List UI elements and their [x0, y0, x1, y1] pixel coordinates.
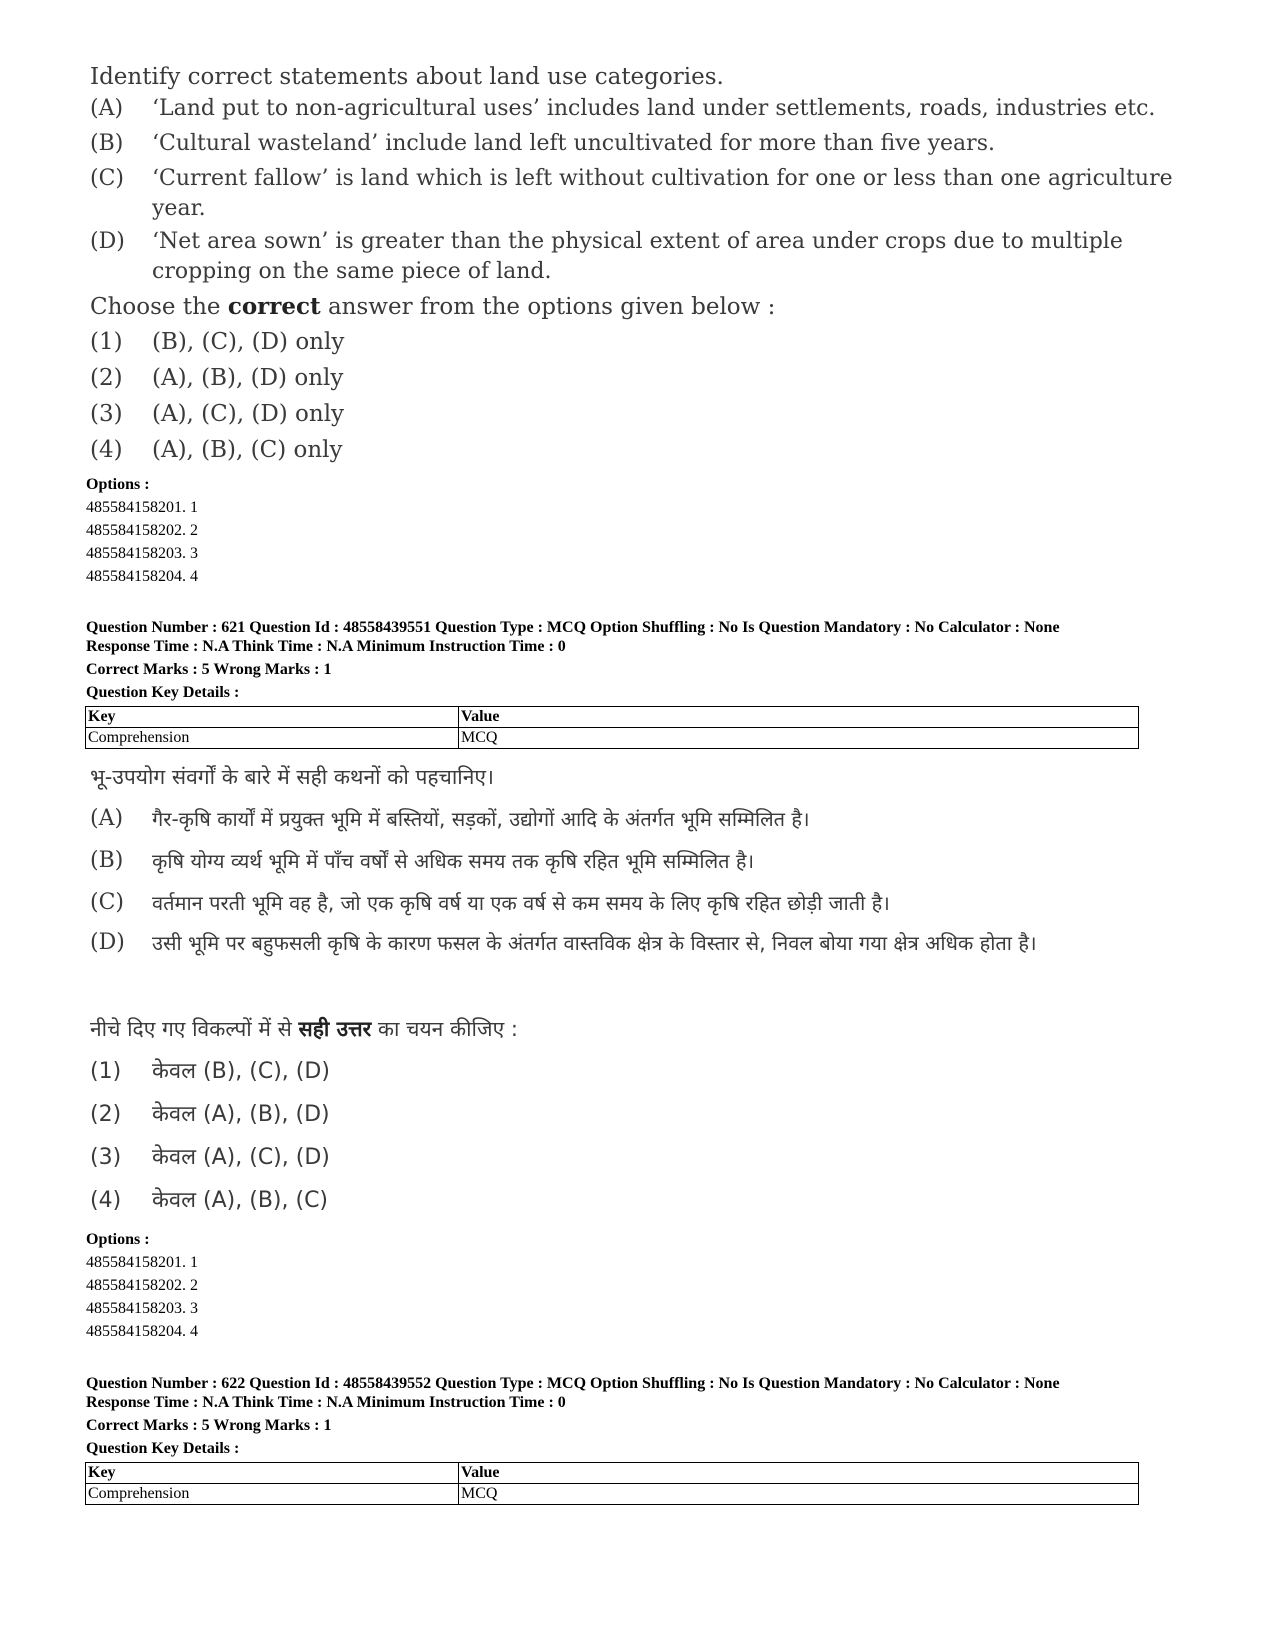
option-id: 485584158203. 3: [86, 545, 198, 562]
question-meta-line: Question Number : 621 Question Id : 48558439551 Question Type : MCQ Option Shuffling : No Is Question Mandatory : No Calculator : None: [86, 619, 1060, 636]
answer-option-4: (4) (A), (B), (C) only: [90, 437, 343, 463]
statement-a: [90, 798, 1200, 840]
table-row: [86, 728, 1139, 749]
choose-instruction: नीचे दिए गए विकल्पों में से सही उत्तर का चयन कीजिए :: [90, 1017, 518, 1041]
answer-option-1: (1) केवल (B), (C), (D): [90, 1059, 330, 1084]
table-header-cell: Key: [86, 1463, 459, 1484]
statement-label: (A): [90, 96, 124, 121]
answer-option-3: (3) (A), (C), (D) only: [90, 401, 345, 427]
answer-option-1: (1) (B), (C), (D) only: [90, 329, 345, 355]
question-621-meta: [86, 618, 1060, 702]
statement-text: ‘Net area sown’ is greater than the physical extent of area under crops due to multiple cropping on the same piece of land.: [152, 229, 1123, 284]
answer-option-2: (2) केवल (A), (B), (D): [90, 1102, 330, 1127]
table-header-cell: Key: [86, 707, 459, 728]
statement-label: (D): [90, 930, 125, 955]
statement-label: (C): [90, 166, 124, 191]
question-622-meta: [86, 1374, 1060, 1458]
table-cell: MCQ: [459, 728, 1139, 749]
statement-text: ‘Cultural wasteland’ include land left uncultivated for more than five years.: [152, 131, 995, 156]
statement-text: गैर-कृषि कार्यों में प्रयुक्त भूमि में बस्तियों, सड़कों, उद्योगों आदि के अंतर्गत भूमि सम्मिलित है।: [152, 807, 810, 831]
key-details-title: Question Key Details :: [86, 1440, 240, 1457]
statement-a: [90, 94, 1200, 129]
statement-label: (B): [90, 131, 124, 156]
options-title: Options :: [86, 476, 150, 493]
key-details-table-622: [85, 1462, 1139, 1505]
answer-option-3: (3) केवल (A), (C), (D): [90, 1145, 330, 1170]
question-meta-line: Response Time : N.A Think Time : N.A Minimum Instruction Time : 0: [86, 638, 566, 655]
question-meta-line: Response Time : N.A Think Time : N.A Minimum Instruction Time : 0: [86, 1394, 566, 1411]
statement-label: (D): [90, 229, 125, 254]
option-id: 485584158202. 2: [86, 1277, 198, 1294]
statement-text: वर्तमान परती भूमि वह है, जो एक कृषि वर्ष या एक वर्ष से कम समय के लिए कृषि रहित छोड़ी जाती है।: [152, 891, 890, 915]
table-header-cell: Value: [459, 1463, 1139, 1484]
question-621-image: [90, 756, 1200, 1222]
question-620-image: [90, 60, 1200, 468]
options-list-620: [86, 473, 198, 588]
question-stem: भू-उपयोग संवर्गों के बारे में सही कथनों को पहचानिए।: [90, 765, 494, 789]
table-row: [86, 1484, 1139, 1505]
table-header-row: [86, 1463, 1139, 1484]
statement-text: ‘Current fallow’ is land which is left without cultivation for one or less than one agriculture year.: [152, 166, 1173, 221]
statement-d: [90, 924, 1200, 1008]
table-header-cell: Value: [459, 707, 1139, 728]
statement-text: कृषि योग्य व्यर्थ भूमि में पाँच वर्षों से अधिक समय तक कृषि रहित भूमि सम्मिलित है।: [152, 849, 755, 873]
question-stem: Identify correct statements about land use categories.: [90, 64, 724, 90]
option-id: 485584158203. 3: [86, 1300, 198, 1317]
statement-text: ‘Land put to non-agricultural uses’ includes land under settlements, roads, industries etc.: [152, 96, 1156, 121]
answer-option-4: (4) केवल (A), (B), (C): [90, 1188, 329, 1213]
choose-instruction: Choose the correct answer from the options given below :: [90, 293, 776, 320]
option-id: 485584158204. 4: [86, 1323, 198, 1340]
statement-label: (A): [90, 806, 124, 831]
statement-c: [90, 882, 1200, 924]
marks-line: Correct Marks : 5 Wrong Marks : 1: [86, 661, 332, 678]
options-title: Options :: [86, 1231, 150, 1248]
table-cell: MCQ: [459, 1484, 1139, 1505]
marks-line: Correct Marks : 5 Wrong Marks : 1: [86, 1417, 332, 1434]
table-header-row: [86, 707, 1139, 728]
question-meta-line: Question Number : 622 Question Id : 48558439552 Question Type : MCQ Option Shuffling : No Is Question Mandatory : No Calculator : None: [86, 1375, 1060, 1392]
options-list-621: [86, 1228, 198, 1343]
table-cell: Comprehension: [86, 728, 459, 749]
statement-d: [90, 227, 1200, 290]
key-details-title: Question Key Details :: [86, 684, 240, 701]
statement-text: उसी भूमि पर बहुफसली कृषि के कारण फसल के अंतर्गत वास्तविक क्षेत्र के विस्तार से, निवल बोया गया क्षेत्र अधिक होता है।: [152, 931, 1037, 955]
answer-option-2: (2) (A), (B), (D) only: [90, 365, 344, 391]
statement-b: [90, 840, 1200, 882]
statement-label: (B): [90, 848, 124, 873]
option-id: 485584158201. 1: [86, 499, 198, 516]
statement-b: [90, 129, 1200, 164]
option-id: 485584158202. 2: [86, 522, 198, 539]
table-cell: Comprehension: [86, 1484, 459, 1505]
statement-label: (C): [90, 890, 124, 915]
statement-c: [90, 164, 1200, 227]
key-details-table-621: [85, 706, 1139, 749]
option-id: 485584158201. 1: [86, 1254, 198, 1271]
option-id: 485584158204. 4: [86, 568, 198, 585]
